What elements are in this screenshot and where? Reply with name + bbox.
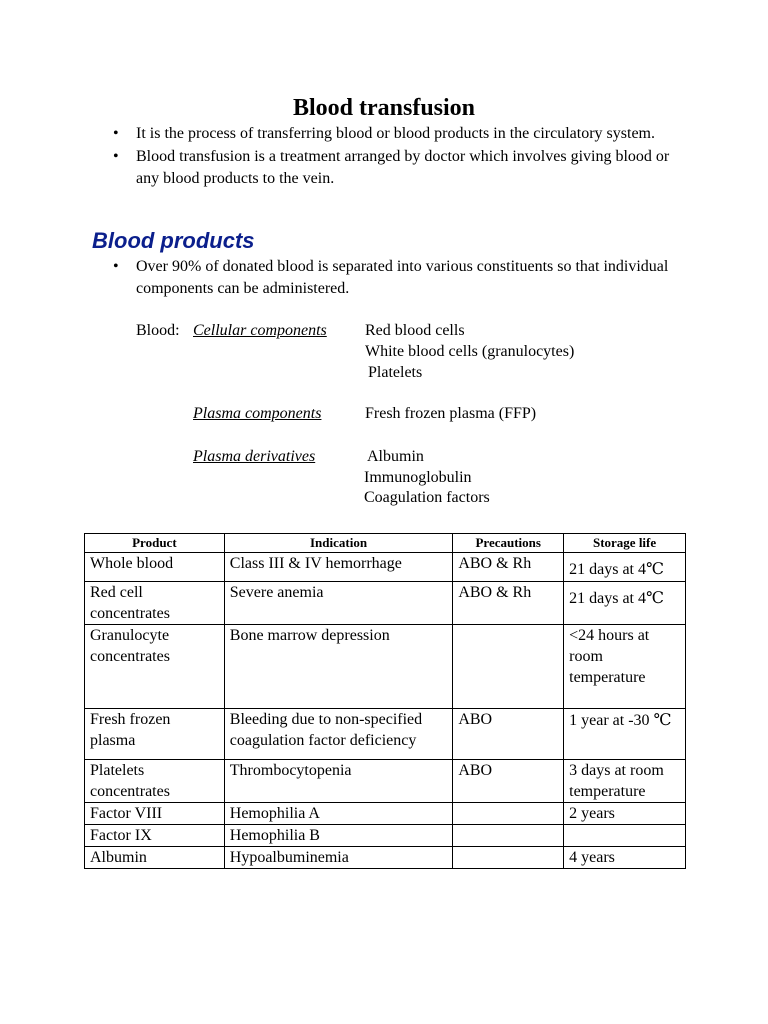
plasma-derivatives-label-text: Plasma derivatives [193,448,316,465]
cellular-item: White blood cells (granulocytes) [365,343,575,360]
cell-storage-life: 1 year at -30 ℃ [564,709,686,760]
cell-indication: Hypoalbuminemia [224,847,453,869]
cell-indication: Hemophilia A [224,803,453,825]
cell-storage-life: 21 days at 4℃ [564,582,686,625]
components-lead: Blood: [136,322,180,339]
table-row [85,553,686,582]
cell-precautions: ABO [453,709,564,760]
cell-precautions: ABO & Rh [453,553,564,582]
cell-precautions: ABO & Rh [453,582,564,625]
cell-product: Granulocyte concentrates [85,625,225,709]
cell-product: Red cell concentrates [85,582,225,625]
table-row [85,803,686,825]
cell-storage-life: 2 years [564,803,686,825]
cell-product: Albumin [85,847,225,869]
header-storage-life: Storage life [564,534,686,553]
section-heading: Blood products [92,228,255,253]
plasma-components-label-text: Plasma components [193,405,322,422]
header-precautions: Precautions [453,534,564,553]
plasma-item: Fresh frozen plasma (FFP) [365,405,537,422]
cell-indication: Severe anemia [224,582,453,625]
cell-precautions [453,847,564,869]
cell-indication: Bone marrow depression [224,625,453,709]
cell-precautions [453,825,564,847]
table-row [85,825,686,847]
table-row [85,625,686,709]
cell-product: Factor VIII [85,803,225,825]
header-product: Product [85,534,225,553]
cell-precautions [453,625,564,709]
page-title: Blood transfusion [292,95,476,121]
plasma-components-label [193,403,321,424]
cell-storage-life: 3 days at room temperature [564,760,686,803]
cell-product: Factor IX [85,825,225,847]
cell-indication: Hemophilia B [224,825,453,847]
derivative-item: Coagulation factors [364,489,490,506]
blood-products-table [84,533,686,869]
cell-storage-life: <24 hours at room temperature [564,625,686,709]
table-header-row [85,534,686,553]
cellular-components-label [193,320,327,341]
intro-bullet: • Blood transfusion is a treatment arranged by doctor which involves giving blood or any blood products to the vein. [106,146,676,190]
table-row [85,709,686,760]
table-row [85,582,686,625]
cell-storage-life: 4 years [564,847,686,869]
cell-product: Platelets concentrates [85,760,225,803]
cellular-item: Platelets [368,364,423,381]
section-bullet-list [106,256,676,300]
cell-indication: Class III & IV hemorrhage [224,553,453,582]
table-row [85,847,686,869]
derivative-item: Immunoglobulin [364,469,472,486]
derivative-item: Albumin [367,448,424,465]
cellular-components-label-text: Cellular components [193,322,327,339]
table-row [85,760,686,803]
cell-storage-life: 21 days at 4℃ [564,553,686,582]
cell-indication: Thrombocytopenia [224,760,453,803]
header-indication: Indication [224,534,453,553]
cell-precautions: ABO [453,760,564,803]
cellular-item: Red blood cells [365,322,465,339]
intro-bullet-list [106,123,676,190]
plasma-derivatives-label [193,446,315,467]
cell-product: Whole blood [85,553,225,582]
cell-product: Fresh frozen plasma [85,709,225,760]
cell-storage-life [564,825,686,847]
cell-precautions [453,803,564,825]
section-bullet: • Over 90% of donated blood is separated into various constituents so that individual components can be administered. [106,256,676,300]
intro-bullet: • It is the process of transferring blood or blood products in the circulatory system. [106,123,676,145]
cell-indication: Bleeding due to non-specified coagulation factor deficiency [224,709,453,760]
